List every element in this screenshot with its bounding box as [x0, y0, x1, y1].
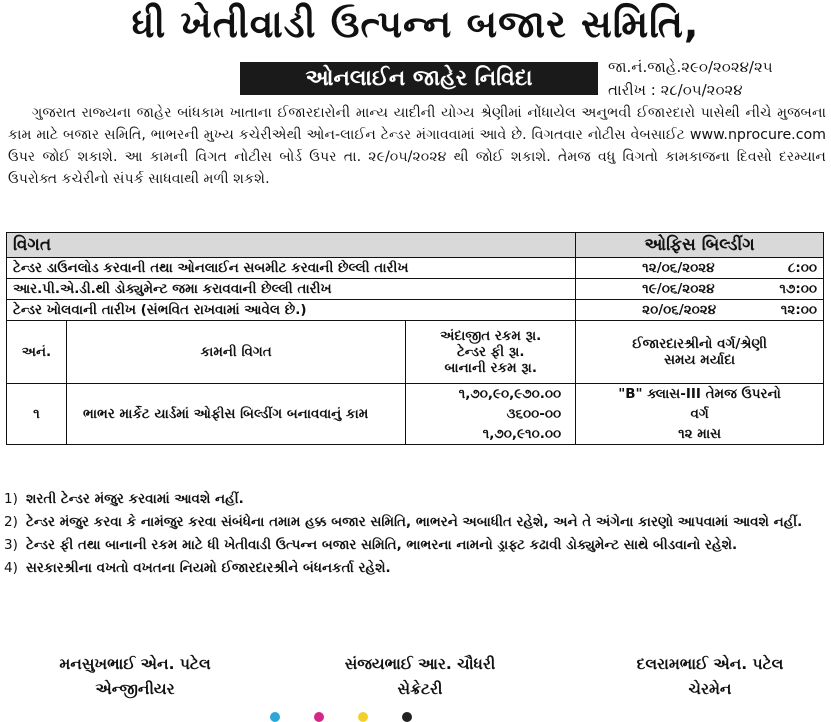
schedule-label: આર.પી.એ.ડી.થી ડોક્યુમેન્ટ જમા કરાવવાની છેલ્લી તારીખ: [7, 279, 576, 300]
schedule-label: ટેન્ડર ડાઉનલોડ કરવાની તથા ઓનલાઈન સબમીટ કરવાની છેલ્લી તારીખ: [7, 258, 576, 279]
registration-mark: [402, 712, 412, 722]
work-serial: ૧: [7, 384, 67, 445]
schedule-date: ૨૦/૦૬/૨૦૨૪: [642, 302, 717, 318]
signatory-role: ચેરમેન: [688, 680, 732, 698]
work-col-amount: [406, 321, 576, 384]
schedule-date: ૧૯/૦૬/૨૦૨૪: [642, 281, 715, 297]
reference-number: જા.નં.જાહે.૨૯૦/૨૦૨૪/૨૫: [608, 58, 773, 76]
work-col-class-line: સમય મર્યાદા: [664, 352, 736, 368]
condition-number: 2): [4, 514, 18, 530]
signatory-name: મનસુખભાઈ એન. પટેલ: [59, 655, 211, 673]
work-col-detail: કામની વિગત: [66, 321, 405, 384]
condition-number: 1): [4, 491, 18, 507]
condition-item: [4, 511, 826, 534]
work-col-amount-line: ટેન્ડર ફી રૂા.: [456, 344, 525, 360]
contractor-class-line: વર્ગ: [690, 406, 709, 422]
schedule-row: [7, 300, 824, 321]
schedule-datetime: [576, 279, 824, 300]
work-col-amount-line: અંદાજીત રકમ રૂા.: [440, 328, 542, 344]
condition-text: ટેન્ડર મંજુર કરવા કે નામંજુર કરવા સંબંધેના તમામ હક્ક બજાર સમિતિ, ભાભરને અબાધીત રહેશે, અને તે અંગેના કારણો આપવામાં આવશે નહીં.: [26, 514, 803, 530]
signature-chairman: [600, 652, 820, 702]
condition-number: 3): [4, 537, 18, 553]
notice-date: તારીખ : ૨૮/૦૫/૨૦૨૪: [608, 81, 743, 99]
schedule-time: ૧૭:૦૦: [779, 281, 817, 297]
work-col-class-line: ઈજારદારશ્રીનો વર્ગ/શ્રેણી: [632, 336, 767, 352]
condition-item: [4, 557, 826, 580]
work-col-amount-line: બાનાની રકમ રૂા.: [444, 360, 537, 376]
registration-mark: [270, 712, 280, 722]
signatory-name: સંજયભાઈ આર. ચૌધરી: [344, 655, 496, 673]
condition-number: 4): [4, 560, 18, 576]
schedule-col-detail: વિગત: [7, 233, 576, 258]
conditions-list: [4, 488, 826, 580]
schedule-time: ૧૨:૦૦: [780, 302, 817, 318]
work-row: [7, 384, 824, 445]
condition-item: [4, 488, 826, 511]
condition-item: [4, 534, 826, 557]
time-limit: ૧૨ માસ: [678, 426, 722, 442]
schedule-datetime: [576, 258, 824, 279]
estimated-amount: ૧,૭૦,૯૦,૯૭૦.૦૦: [458, 386, 562, 402]
schedule-header-row: [7, 233, 824, 258]
schedule-datetime: [576, 300, 824, 321]
contractor-class-line: "B" ક્લાસ-III તેમજ ઉપરનો: [618, 386, 781, 402]
print-registration-marks: [270, 712, 412, 722]
tender-subtitle-banner: ઓનલાઈન જાહેર નિવિદા: [240, 62, 598, 95]
registration-mark: [314, 712, 324, 722]
tender-fee: ૩૬૦૦-૦૦: [506, 406, 562, 422]
condition-text: ટેન્ડર ફી તથા બાનાની રકમ માટે ધી ખેતીવાડી ઉત્પન્ન બજાર સમિતિ, ભાભરના નામનો ડ્રાફ્ટ કઢાવી ડોક્યુમેન્ટ સાથે બીડવાનો રહેશે.: [26, 537, 738, 553]
work-amounts: [406, 384, 576, 445]
condition-text: સરકારશ્રીના વખતો વખતના નિયમો ઈજારદારશ્રીને બંધનકર્તા રહેશે.: [26, 560, 391, 576]
schedule-row: [7, 258, 824, 279]
work-description: ભાભર માર્કેટ યાર્ડમાં ઓફીસ બિલ્ડીંગ બનાવવાનું કામ: [66, 384, 405, 445]
contractor-class: [576, 384, 824, 445]
signatory-role: સેક્રેટરી: [397, 680, 443, 698]
work-header-row: [7, 321, 824, 384]
schedule-time: ૮:૦૦: [787, 260, 817, 276]
tender-table: [6, 232, 824, 445]
schedule-date: ૧૨/૦૬/૨૦૨૪: [642, 260, 715, 276]
signature-secretary: [310, 652, 530, 702]
signature-engineer: [30, 652, 240, 702]
condition-text: શરતી ટેન્ડર મંજુર કરવામાં આવશે નહીં.: [26, 491, 244, 507]
work-col-no: અનં.: [7, 321, 67, 384]
page-title: ધી ખેતીવાડી ઉત્પન્ન બજાર સમિતિ,: [131, 2, 700, 46]
signatory-role: એન્જીનીયર: [95, 680, 175, 698]
schedule-label: ટેન્ડર ખોલવાની તારીખ (સંભવિત રાખવામાં આવેલ છે.): [7, 300, 576, 321]
registration-mark: [358, 712, 368, 722]
intro-paragraph: ગુજરાત રાજ્યના જાહેર બાંધકામ ખાતાના ઈજારદારોની માન્ય યાદીની યોગ્ય શ્રેણીમાં નોંધાયેલ અનુભવી ઈજારદારો પાસેથી નીચે મુજબના કામ માટે બજાર સમિતિ, ભાભરની મુખ્ય કચેરીએથી ઓન-લાઈન ટેન્ડર મંગાવવામાં આવે છે. વિગતવાર નોટીસ વેબસાઈટ www.nprocure.com ઉપર જોઈ શકાશે. આ કામની વિગત નોટીસ બોર્ડ ઉપર તા. ૨૯/૦૫/૨૦૨૪ થી જોઈ શકાશે. તેમજ વધુ વિગતો કામકાજના દિવસો દરમ્યાન ઉપરોક્ત કચેરીનો સંપર્ક સાધવાથી મળી શકશે.: [8, 105, 826, 187]
schedule-col-building: ઓફિસ બિલ્ડીંગ: [576, 233, 824, 258]
signatory-name: દલરામભાઈ એન. પટેલ: [636, 655, 784, 673]
schedule-row: [7, 279, 824, 300]
work-col-class: [576, 321, 824, 384]
earnest-money: ૧,૭૦,૯૧૦.૦૦: [482, 426, 562, 442]
